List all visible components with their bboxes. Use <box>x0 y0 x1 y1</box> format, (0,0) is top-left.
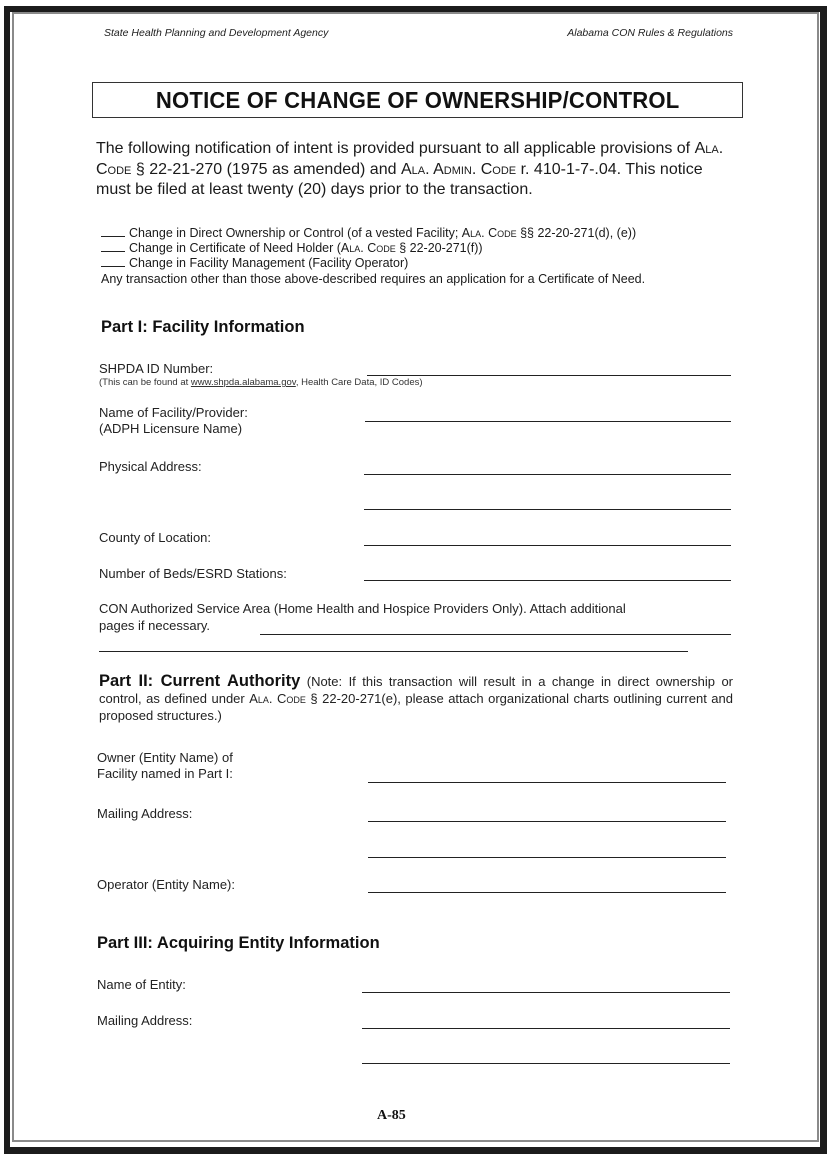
service-area-field-2[interactable] <box>99 651 688 652</box>
beds-field[interactable] <box>364 580 731 581</box>
part2-note-cont: § 22-20-271(e), please attach organizational charts outlining current and proposed structures.) <box>99 691 733 723</box>
hint-text: (This can be found at <box>99 377 191 388</box>
option-label: Change in Facility Management (Facility Operator) <box>129 256 409 271</box>
hint-text: , Health Care Data, ID Codes) <box>295 377 423 388</box>
shpda-id-label: SHPDA ID Number: <box>99 361 214 376</box>
part2-note-code: Ala. Code <box>249 691 306 706</box>
option-facility-management <box>101 256 751 271</box>
form-title-box <box>92 82 743 118</box>
county-field[interactable] <box>364 545 731 546</box>
owner-field[interactable] <box>368 782 726 783</box>
intro-code-1: Ala. Code <box>96 140 724 178</box>
physical-address-field-1[interactable] <box>364 474 731 475</box>
current-mailing-field-1[interactable] <box>368 821 726 822</box>
shpda-id-field[interactable] <box>367 375 731 376</box>
entity-mailing-field-2[interactable] <box>362 1063 730 1064</box>
current-mailing-label: Mailing Address: <box>97 806 193 821</box>
option-checkbox-blank[interactable] <box>101 226 125 237</box>
part3-title: Part III: Acquiring Entity Information <box>97 934 380 952</box>
option-code: Ala. Code <box>340 241 396 256</box>
option-con-holder <box>101 241 751 256</box>
operator-field[interactable] <box>368 892 726 893</box>
part1-title: Part I: Facility Information <box>101 318 305 336</box>
service-area-field-1[interactable] <box>260 634 731 635</box>
owner-label-2: Facility named in Part I: <box>97 766 233 781</box>
intro-text-2: § 22-21-270 (1975 as amended) and <box>131 160 401 178</box>
facility-name-sublabel: (ADPH Licensure Name) <box>99 421 243 436</box>
entity-name-label: Name of Entity: <box>97 977 186 992</box>
part2-header <box>99 673 733 724</box>
facility-name-field[interactable] <box>365 421 731 422</box>
facility-name-label: Name of Facility/Provider: <box>99 405 248 420</box>
intro-text-3: r. 410-1-7-.04. This notice must be filed at least twenty (20) days prior to the transaction. <box>96 160 703 198</box>
entity-name-field[interactable] <box>362 992 730 993</box>
options-note: Any transaction other than those above-described requires an application for a Certificate of Need. <box>101 271 646 286</box>
operator-label: Operator (Entity Name): <box>97 877 235 892</box>
header-agency: State Health Planning and Development Agency <box>104 27 329 39</box>
option-checkbox-blank[interactable] <box>101 241 125 252</box>
current-mailing-field-2[interactable] <box>368 857 726 858</box>
shpda-id-hint <box>99 377 423 388</box>
option-cite: § 22-20-271(f)) <box>395 241 483 256</box>
intro-code-2: Ala. Admin. Code <box>400 160 517 178</box>
part2-title: Part II: Current Authority <box>99 672 301 690</box>
option-cite: §§ 22-20-271(d), (e)) <box>516 226 637 240</box>
option-code: Ala. Code <box>461 226 517 240</box>
option-direct-ownership <box>101 226 751 241</box>
owner-label: Owner (Entity Name) of <box>97 750 233 765</box>
shpda-website-link[interactable]: www.shpda.alabama.gov <box>190 377 296 388</box>
page-number: A-85 <box>377 1108 406 1123</box>
intro-paragraph <box>96 139 741 201</box>
header-document-title: Alabama CON Rules & Regulations <box>567 27 733 39</box>
entity-mailing-label: Mailing Address: <box>97 1013 193 1028</box>
intro-text-1: The following notification of intent is provided pursuant to all applicable provisions of <box>96 140 695 157</box>
service-area-label: CON Authorized Service Area (Home Health and Hospice Providers Only). Attach additional <box>99 601 626 616</box>
beds-label: Number of Beds/ESRD Stations: <box>99 566 287 581</box>
county-label: County of Location: <box>99 530 212 545</box>
entity-mailing-field-1[interactable] <box>362 1028 730 1029</box>
form-title: NOTICE OF CHANGE OF OWNERSHIP/CONTROL <box>155 86 680 113</box>
option-checkbox-blank[interactable] <box>101 256 125 267</box>
option-label: Change in Certificate of Need Holder ( <box>129 241 341 256</box>
service-area-label-2: pages if necessary. <box>99 618 211 633</box>
change-type-options <box>101 226 751 287</box>
part2-note: (Note: If this transaction will result in a change in direct ownership or control, as defined under <box>99 674 733 706</box>
physical-address-field-2[interactable] <box>364 509 731 510</box>
physical-address-label: Physical Address: <box>99 459 202 474</box>
option-label: Change in Direct Ownership or Control (of a vested Facility; <box>129 226 462 240</box>
